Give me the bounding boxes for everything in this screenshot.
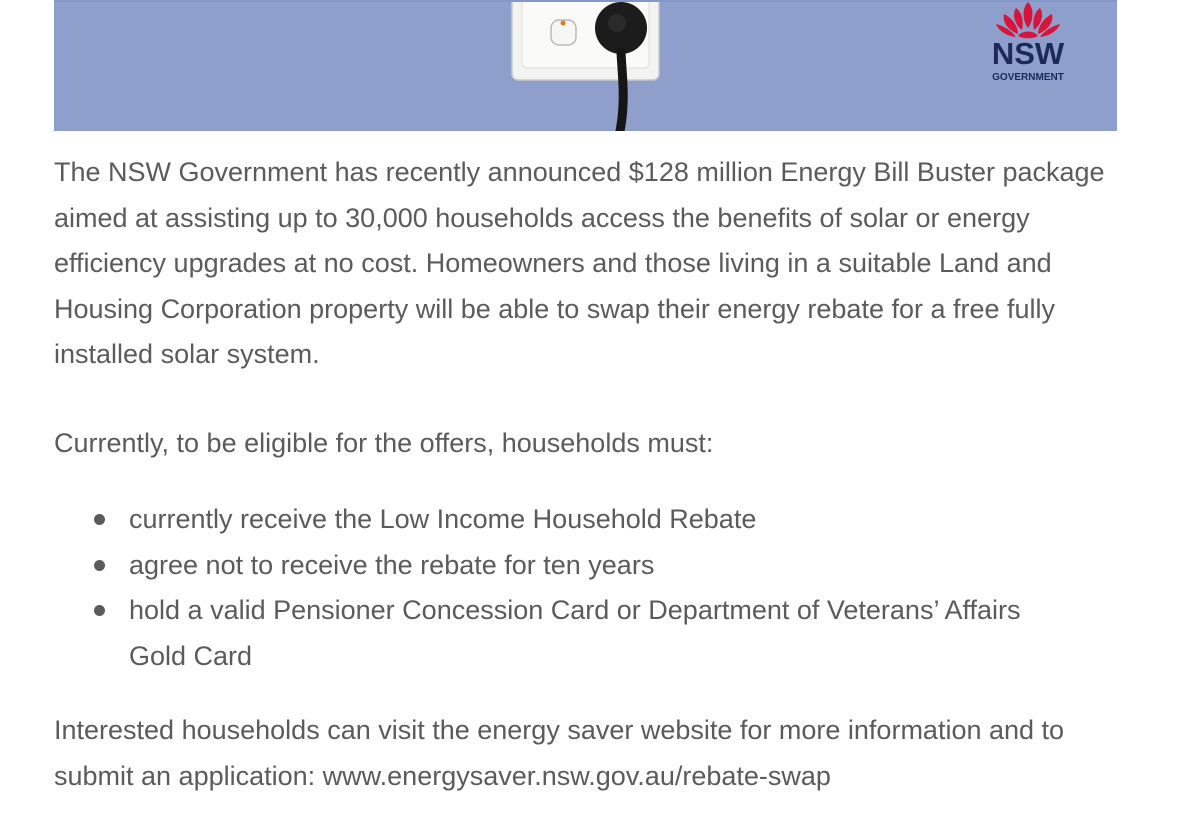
hero-banner — [54, 0, 1117, 131]
list-item-text: hold a valid Pensioner Concession Card or Department of Veterans’ Affairs Gold Card — [129, 595, 1021, 671]
contact-paragraph — [54, 708, 1134, 799]
eligibility-intro: Currently, to be eligible for the offers, households must: — [54, 428, 714, 458]
list-item-text: currently receive the Low Income Household Rebate — [129, 504, 757, 534]
bullet-icon — [94, 514, 105, 525]
list-item — [54, 543, 1134, 589]
eligibility-list — [54, 497, 1134, 679]
energy-saver-link[interactable]: www.energysaver.nsw.gov.au/rebate-swap — [322, 760, 831, 791]
waratah-flower-icon — [982, 0, 1074, 40]
bullet-icon — [94, 560, 105, 571]
list-item — [54, 588, 1134, 679]
power-outlet-image — [54, 0, 1117, 131]
bullet-icon — [94, 605, 105, 616]
nsw-logo-word: NSW — [991, 36, 1065, 71]
list-item-text: agree not to receive the rebate for ten years — [129, 549, 655, 580]
nsw-logo-subtitle: GOVERNMENT — [992, 72, 1064, 83]
nsw-government-logo — [982, 0, 1074, 90]
contact-paragraph-text: Interested households can visit the energy saver website for more information and to submit an application: — [54, 715, 1065, 791]
intro-paragraph: The NSW Government has recently announced $128 million Energy Bill Buster package aimed at assisting up to 30,000 households access the benefits of solar or energy efficiency upgrades at no cost. Homeowners and those living in a suitable Land and Housing Corporation property will be able to swap their energy rebate for a free fully installed solar system. — [54, 157, 1105, 369]
list-item — [54, 497, 1134, 543]
